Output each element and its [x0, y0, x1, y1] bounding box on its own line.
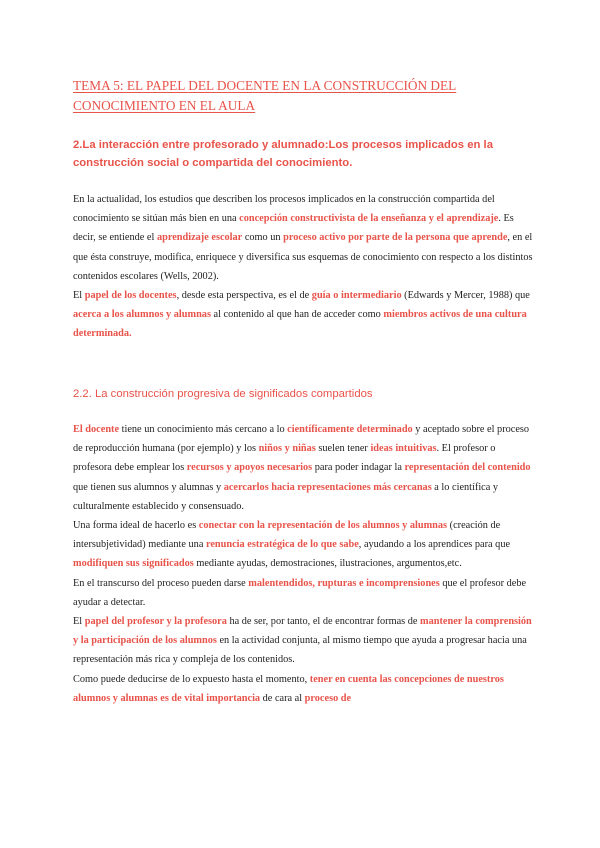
text-run: Una forma ideal de hacerlo es — [73, 520, 199, 532]
highlighted-term: acerca a los alumnos y alumnas — [73, 309, 211, 321]
highlighted-term: modifiquen sus significados — [73, 558, 194, 570]
paragraph — [73, 516, 533, 574]
highlighted-term: miembros activos de una cultura determinada. — [73, 309, 527, 340]
text-run: a lo científica y culturalmente establecido y consensuado. — [73, 481, 499, 512]
text-run: , ayudando a los aprendices para que — [358, 539, 511, 551]
text-run: y aceptado sobre el proceso de reproducción humana (por ejemplo) y los — [73, 424, 530, 455]
highlighted-term: concepción constructivista de la enseñanza y el aprendizaje — [239, 213, 499, 225]
highlighted-term: ideas intuitivas — [370, 443, 437, 455]
text-run: tiene un conocimiento más cercano a lo — [119, 424, 288, 435]
text-run: de cara al — [260, 692, 305, 704]
highlighted-term: recursos y apoyos necesarios — [186, 462, 313, 474]
highlighted-term: científicamente determinado — [287, 424, 413, 435]
highlighted-term: niños y niñas — [258, 443, 316, 455]
paragraph — [73, 420, 533, 516]
text-run: en la actividad conjunta, al mismo tiempo que ayuda a progresar hacia una representación más rica y compleja de los contenidos. — [73, 635, 527, 666]
highlighted-term: proceso activo por parte de la persona que aprende — [283, 232, 508, 244]
highlighted-term: conectar con la representación de los alumnos y alumnas — [198, 520, 448, 532]
text-run: En la actualidad, los estudios que describen los procesos implicados en la construcción compartida del conocimiento se sitúan más bien en una — [73, 194, 495, 225]
text-run: . El profesor o profesora debe emplear los — [73, 443, 496, 474]
text-run: , en el que ésta construye, modifica, enriquece y diversifica sus esquemas de conocimiento con respecto a los distintos contenidos escolares (Wells, 2002). — [73, 232, 533, 282]
text-run: (creación de intersubjetividad) mediante una — [73, 520, 501, 551]
text-run: En el transcurso del proceso pueden darse — [73, 577, 249, 589]
text-run: al contenido al que han de acceder como — [210, 309, 384, 321]
highlighted-term: proceso de — [304, 692, 352, 704]
paragraph — [73, 574, 533, 612]
paragraph — [73, 286, 533, 344]
text-run: mediante ayudas, demostraciones, ilustraciones, argumentos,etc. — [193, 558, 462, 570]
text-run: ha de ser, por tanto, el de encontrar formas de — [226, 616, 421, 628]
paragraph — [73, 612, 533, 670]
highlighted-term: acercarlos hacia representaciones más cercanas — [223, 481, 432, 493]
highlighted-term: representación del contenido — [404, 462, 531, 474]
text-run: (Edwards y Mercer, 1988) que — [401, 290, 530, 302]
section2-body — [73, 420, 533, 708]
highlighted-term: papel de los docentes — [84, 290, 177, 302]
text-run: que tienen sus alumnos y alumnas y — [73, 481, 224, 493]
highlighted-term: guía o intermediario — [311, 290, 402, 302]
highlighted-term: tener en cuenta las concepciones de nuestros alumnos y alumnas es de vital importancia — [73, 673, 504, 704]
section1-body — [73, 190, 533, 344]
text-run: para poder indagar la — [312, 462, 405, 474]
section-heading-interaccion: 2.La interacción entre profesorado y alumnado:Los procesos implicados en la construcción social o compartida del conocimiento. — [73, 139, 493, 169]
highlighted-term: El docente — [73, 424, 120, 435]
paragraph — [73, 670, 533, 708]
highlighted-term: aprendizaje escolar — [156, 232, 243, 244]
document-title: TEMA 5: EL PAPEL DEL DOCENTE EN LA CONSTRUCCIÓN DEL CONOCIMIENTO EN EL AULA — [73, 78, 457, 113]
section-heading-construccion: 2.2. La construcción progresiva de significados compartidos — [73, 388, 373, 400]
paragraph — [73, 190, 533, 286]
text-run: El — [73, 290, 85, 302]
highlighted-term: papel del profesor y la profesora — [84, 616, 227, 628]
text-run: que el profesor debe ayudar a detectar. — [73, 577, 527, 608]
text-run: como un — [242, 232, 284, 244]
text-run: El — [73, 616, 85, 628]
text-run: suelen tener — [315, 443, 371, 455]
text-run: Como puede deducirse de lo expuesto hasta el momento, — [73, 673, 310, 685]
text-run: . Es decir, se entiende el — [73, 213, 514, 244]
text-run: , desde esta perspectiva, es el de — [176, 290, 312, 302]
highlighted-term: renuncia estratégica de lo que sabe — [205, 539, 359, 551]
highlighted-term: mantener la comprensión y la participación de los alumnos — [73, 616, 532, 647]
highlighted-term: malentendidos, rupturas e incomprensiones — [248, 577, 440, 589]
